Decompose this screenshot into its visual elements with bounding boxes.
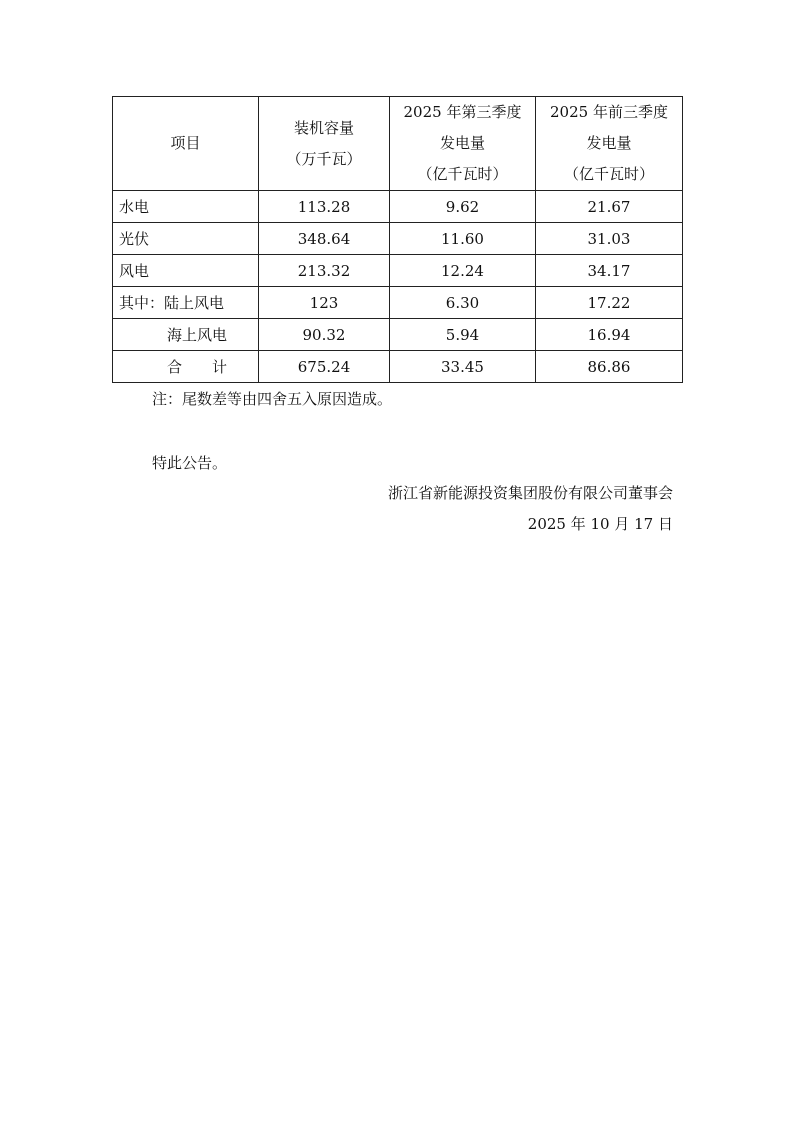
table-row (113, 255, 683, 287)
header-capacity (259, 97, 390, 191)
capacity-cell: 123 (259, 287, 390, 319)
total-label-cell: 合 计 (113, 351, 259, 383)
table-row (113, 319, 683, 351)
header-item-label: 项目 (170, 134, 201, 152)
header-item (113, 97, 259, 191)
ytd-cell: 21.67 (536, 191, 683, 223)
table-row (113, 287, 683, 319)
q3-cell: 11.60 (390, 223, 536, 255)
capacity-cell: 348.64 (259, 223, 390, 255)
table-row (113, 223, 683, 255)
header-ytd-line3: （亿千瓦时） (563, 165, 654, 183)
row-item-cell: 水电 (113, 191, 259, 223)
q3-cell: 9.62 (390, 191, 536, 223)
q3-cell: 12.24 (390, 255, 536, 287)
closing-statement: 特此公告。 (152, 454, 228, 472)
ytd-cell: 86.86 (536, 351, 683, 383)
table-header-row (113, 97, 683, 191)
table-total-row (113, 351, 683, 383)
header-capacity-line2: （万千瓦） (286, 149, 362, 168)
header-ytd-line2: 发电量 (586, 134, 632, 152)
row-item-cell: 海上风电 (113, 319, 259, 351)
capacity-cell: 90.32 (259, 319, 390, 351)
table-row (113, 191, 683, 223)
row-item-cell: 其中：陆上风电 (113, 287, 259, 319)
ytd-cell: 31.03 (536, 223, 683, 255)
rounding-note: 注：尾数差等由四舍五入原因造成。 (152, 390, 393, 408)
q3-cell: 33.45 (390, 351, 536, 383)
capacity-cell: 675.24 (259, 351, 390, 383)
ytd-cell: 16.94 (536, 319, 683, 351)
row-item-cell: 光伏 (113, 223, 259, 255)
capacity-cell: 113.28 (259, 191, 390, 223)
q3-cell: 6.30 (390, 287, 536, 319)
generation-table (112, 96, 683, 383)
header-q3-line2: 发电量 (439, 134, 485, 152)
header-capacity-line1: 装机容量 (293, 118, 354, 137)
signer-board: 浙江省新能源投资集团股份有限公司董事会 (387, 484, 673, 502)
capacity-cell: 213.32 (259, 255, 390, 287)
header-q3-line1: 2025 年第三季度 (403, 103, 522, 121)
header-q3-generation (390, 97, 536, 191)
header-q3-line3: （亿千瓦时） (417, 165, 508, 183)
ytd-cell: 17.22 (536, 287, 683, 319)
row-item-cell: 风电 (113, 255, 259, 287)
q3-cell: 5.94 (390, 319, 536, 351)
header-ytd-line1: 2025 年前三季度 (550, 103, 668, 121)
announcement-date: 2025 年 10 月 17 日 (527, 515, 673, 533)
header-ytd-generation (536, 97, 683, 191)
ytd-cell: 34.17 (536, 255, 683, 287)
